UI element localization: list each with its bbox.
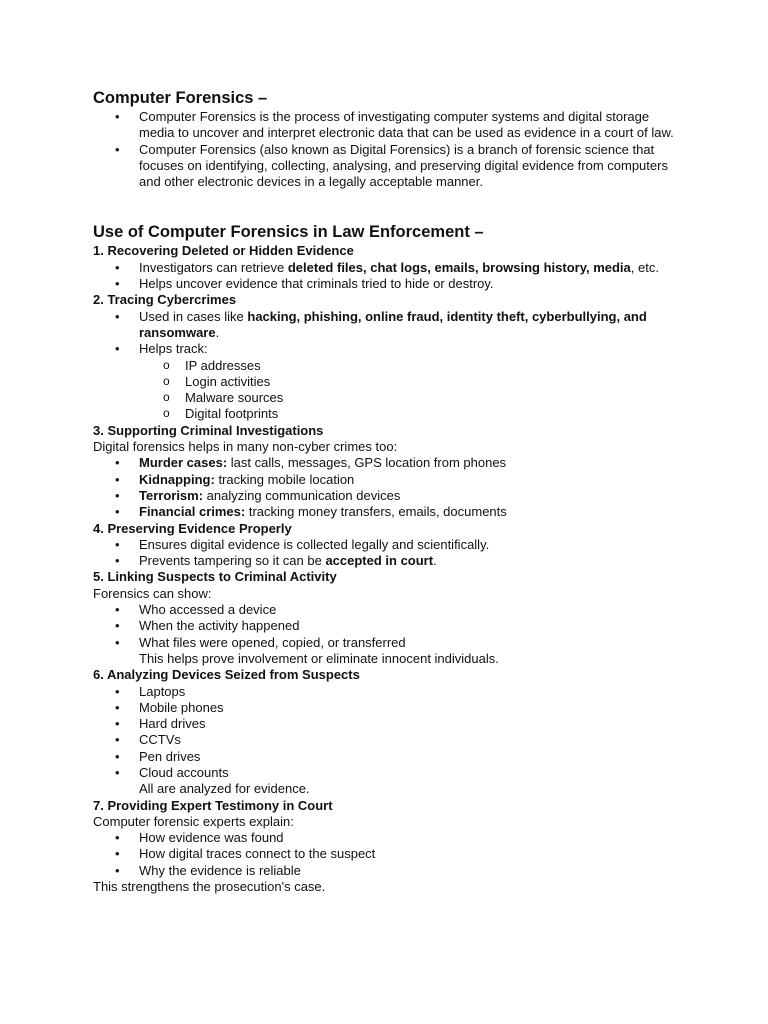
subheading-criminal-investigations: 3. Supporting Criminal Investigations (93, 422, 324, 438)
list-item: • Ensures digital evidence is collected legally and scientifically. (93, 537, 693, 553)
text: last calls, messages, GPS location from phones (227, 455, 507, 471)
subheading-tracing-cybercrimes: 2. Tracing Cybercrimes (93, 292, 237, 308)
list (93, 602, 693, 651)
list-item: • Who accessed a device (93, 602, 693, 618)
text: Prevents tampering so it can be (139, 553, 326, 569)
list-item: • When the activity happened (93, 618, 693, 634)
text: Investigators can retrieve (139, 259, 288, 275)
sub-list (93, 358, 693, 423)
list-item: • Cloud accounts (93, 765, 693, 781)
subheading-linking-suspects: 5. Linking Suspects to Criminal Activity (93, 569, 337, 585)
list-item (93, 455, 693, 471)
bold-text: hacking, phishing, online fraud, identity theft, cyberbullying, and ransomware (139, 308, 647, 340)
list-item: • Computer Forensics (also known as Digital Forensics) is a branch of forensic science that focuses on identifying, collecting, analysing, and preserving digital evidence from computers and other electronic devices in a legally acceptable manner. (93, 142, 674, 191)
definition-list (93, 109, 693, 190)
list-item (93, 309, 693, 342)
sub-list-item: o Login activities (139, 374, 693, 390)
subheading-preserving-evidence: 4. Preserving Evidence Properly (93, 520, 292, 536)
bold-text: accepted in court (325, 553, 434, 569)
list-item (93, 260, 693, 276)
list (93, 684, 693, 782)
list (93, 830, 693, 879)
list (93, 309, 693, 358)
list-item (93, 488, 693, 504)
list-item: • CCTVs (93, 732, 693, 748)
list-item: • Pen drives (93, 749, 693, 765)
bold-text: Murder cases: (139, 455, 228, 471)
document-page (93, 87, 693, 895)
paragraph: Forensics can show: (93, 585, 212, 601)
text: tracking money transfers, emails, documents (245, 504, 507, 520)
section-title-computer-forensics: Computer Forensics – (93, 89, 268, 107)
list (93, 260, 693, 293)
list-item: • Computer Forensics is the process of investigating computer systems and digital storage media to uncover and interpret electronic data that can be used as evidence in a court of law. (93, 109, 674, 142)
list-item: • Hard drives (93, 716, 693, 732)
list-item (93, 553, 693, 569)
text: analyzing communication devices (203, 487, 401, 503)
list-item: • Helps uncover evidence that criminals tried to hide or destroy. (93, 276, 693, 292)
list-item: • Helps track: (93, 341, 693, 357)
list-item (93, 472, 693, 488)
paragraph: This strengthens the prosecution's case. (93, 879, 326, 895)
subheading-analyzing-devices: 6. Analyzing Devices Seized from Suspects (93, 667, 360, 683)
text: tracking mobile location (214, 471, 355, 487)
list-item (93, 504, 693, 520)
text: . (215, 324, 220, 340)
bold-text: Terrorism: (139, 487, 204, 503)
list-item: • How digital traces connect to the suspect (93, 846, 693, 862)
paragraph: Digital forensics helps in many non-cyber crimes too: (93, 439, 398, 455)
list (93, 455, 693, 520)
bold-text: Financial crimes: (139, 504, 246, 520)
note: All are analyzed for evidence. (139, 781, 310, 797)
section-title-law-enforcement: Use of Computer Forensics in Law Enforcement – (93, 223, 484, 242)
list-item: • What files were opened, copied, or transferred (93, 635, 693, 651)
note: This helps prove involvement or eliminate innocent individuals. (139, 650, 499, 666)
paragraph: Computer forensic experts explain: (93, 813, 294, 829)
sub-list-item: o Digital footprints (139, 406, 693, 422)
bold-text: deleted files, chat logs, emails, browsing history, media (287, 259, 631, 275)
list-item: • Mobile phones (93, 700, 693, 716)
list (93, 537, 693, 570)
text: Used in cases like (139, 308, 248, 324)
list-item: • How evidence was found (93, 830, 693, 846)
subheading-recovering-evidence: 1. Recovering Deleted or Hidden Evidence (93, 243, 354, 259)
bold-text: Kidnapping: (139, 471, 215, 487)
sub-list-item: o IP addresses (139, 358, 693, 374)
list-item: • Laptops (93, 684, 693, 700)
subheading-expert-testimony: 7. Providing Expert Testimony in Court (93, 797, 333, 813)
list-item: • Why the evidence is reliable (93, 863, 693, 879)
sub-list-item: o Malware sources (139, 390, 693, 406)
text: , etc. (630, 259, 659, 275)
text: . (433, 553, 437, 569)
